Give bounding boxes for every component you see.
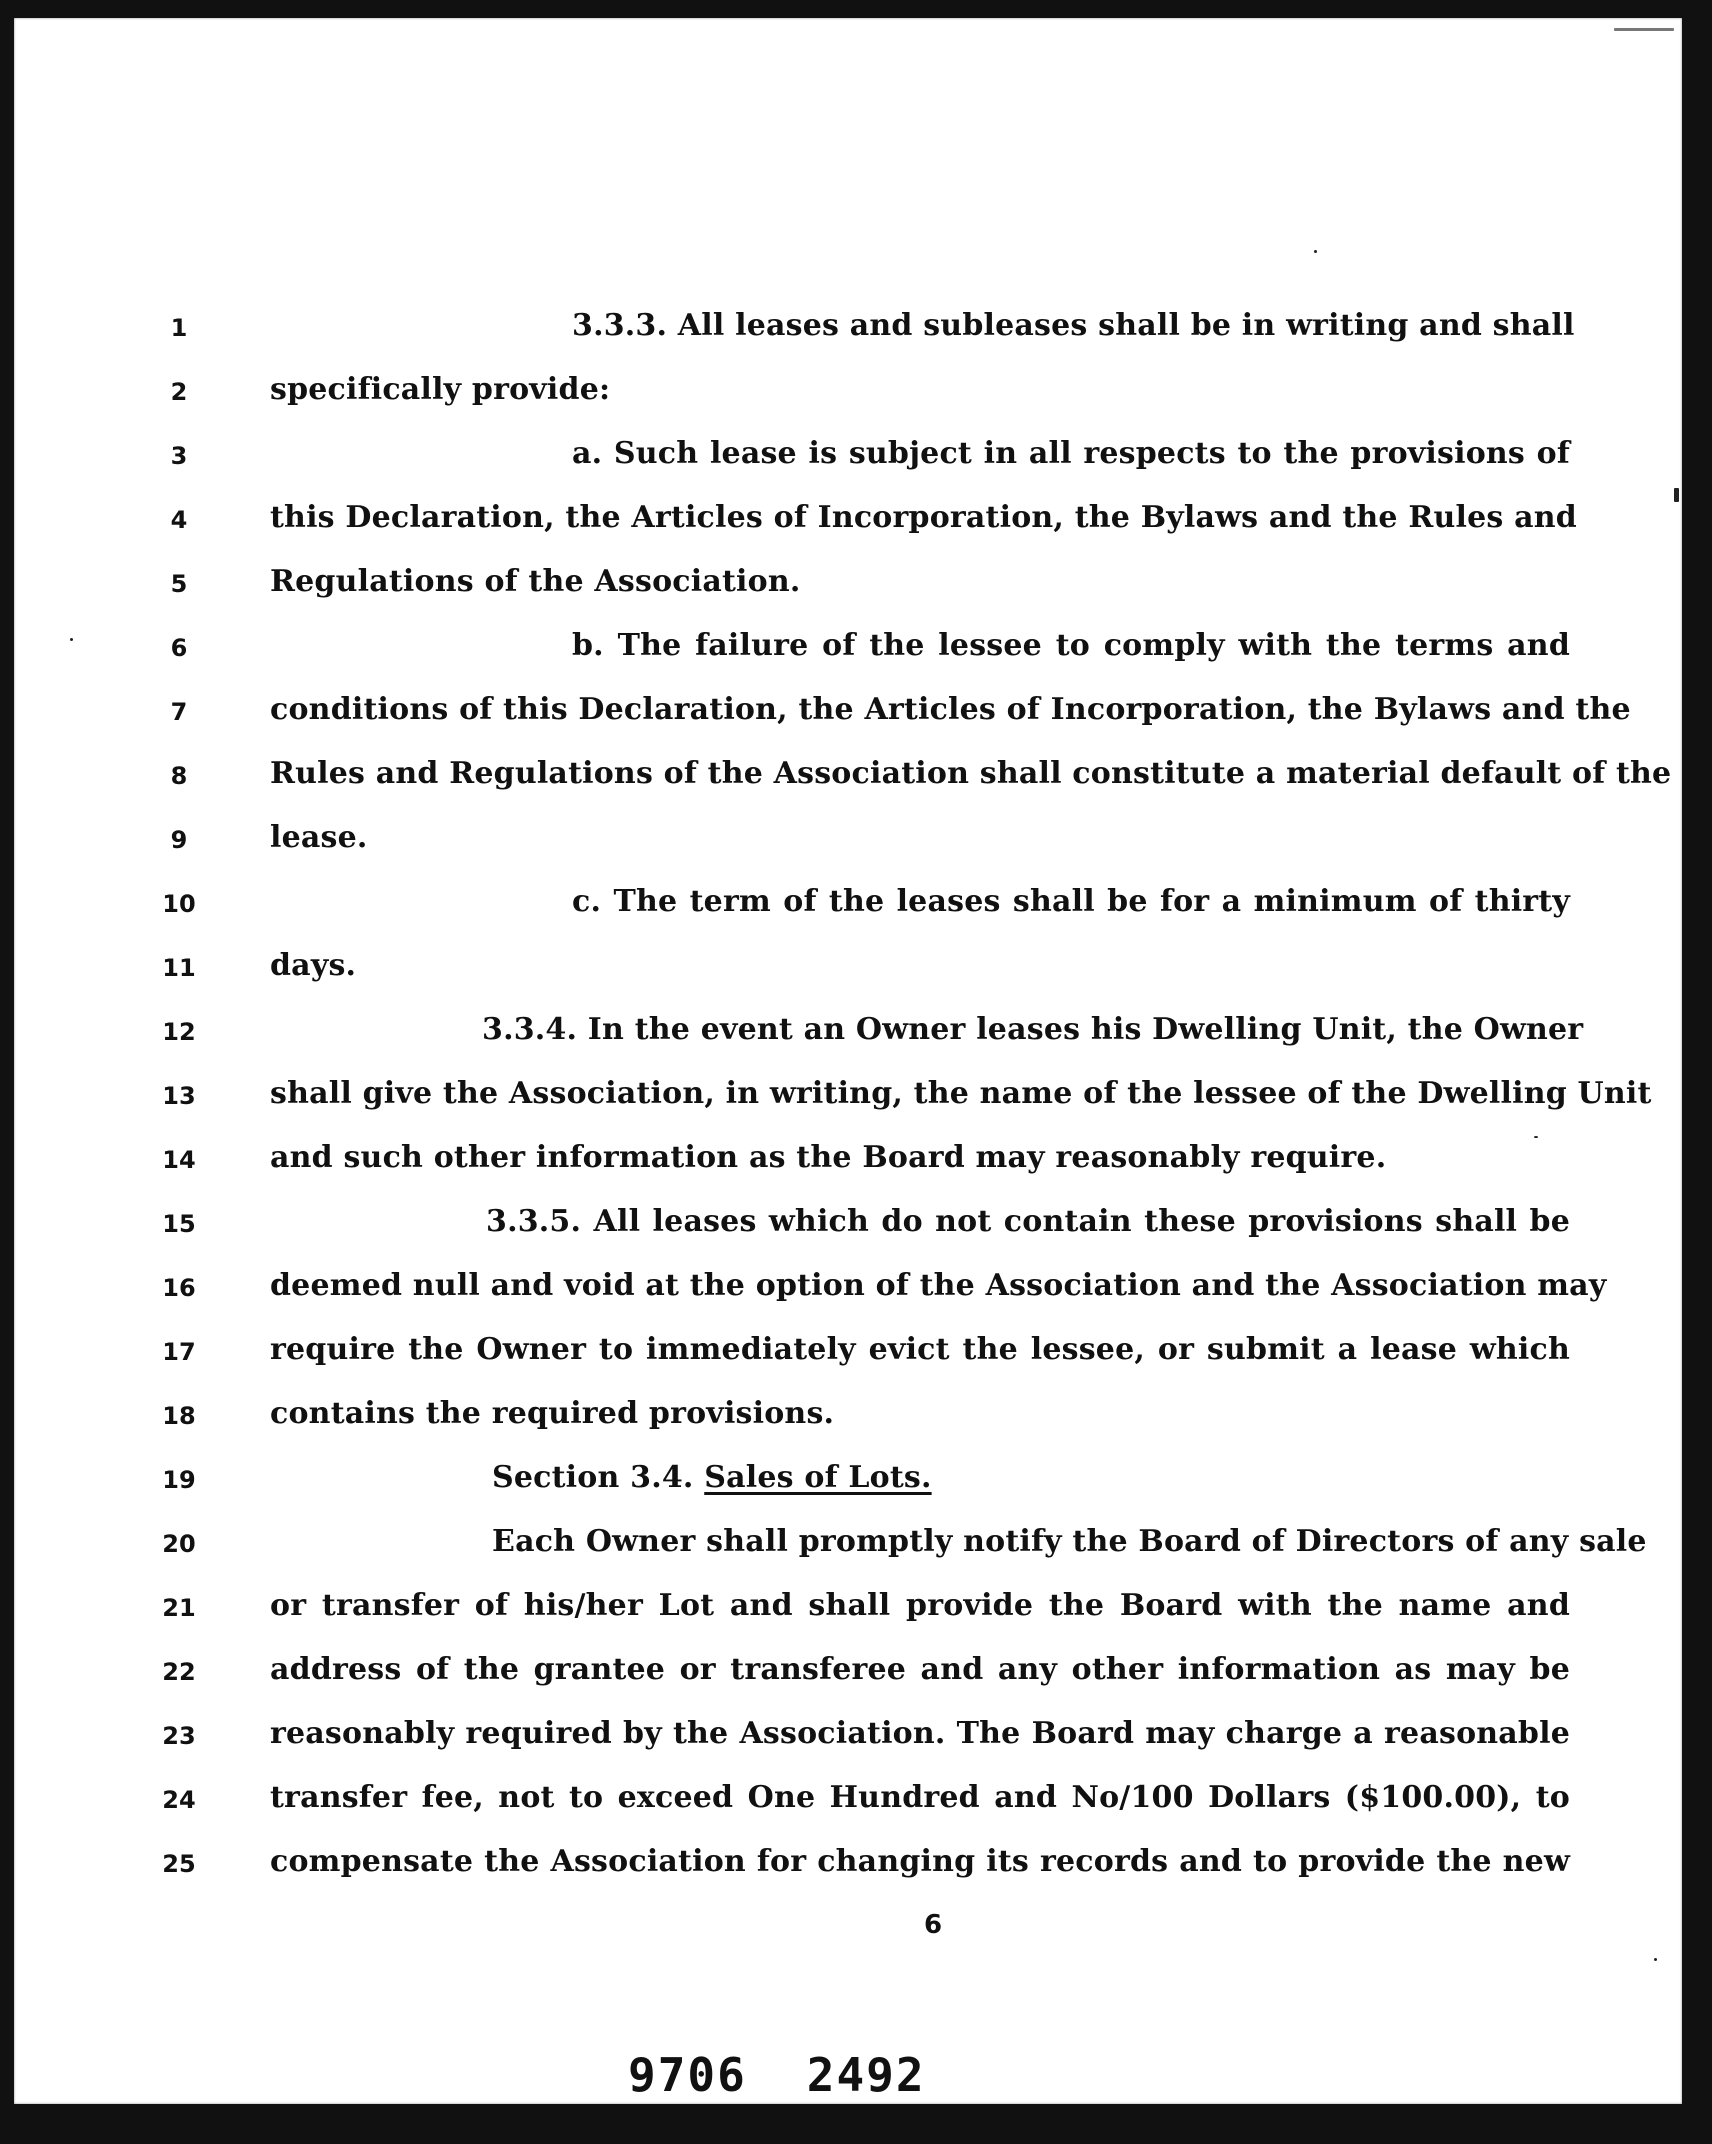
line-text: 3.3.3. All leases and subleases shall be in writing and shall xyxy=(572,308,1575,343)
line-number: 5 xyxy=(170,570,188,598)
line-number: 11 xyxy=(162,954,196,982)
line-number: 2 xyxy=(170,378,188,406)
line-text: a. Such lease is subject in all respects to the provisions of xyxy=(572,436,1570,471)
line-number: 7 xyxy=(170,698,188,726)
document-line xyxy=(14,1586,1682,1634)
line-number: 14 xyxy=(162,1146,196,1174)
line-text: Each Owner shall promptly notify the Board of Directors of any sale xyxy=(492,1524,1647,1559)
line-number: 25 xyxy=(162,1850,196,1878)
line-number: 10 xyxy=(162,890,196,918)
stamp-page: 2492 xyxy=(806,2048,926,2102)
scan-speck xyxy=(1654,1958,1657,1961)
line-text: Regulations of the Association. xyxy=(270,564,801,599)
scan-speck xyxy=(1534,1136,1538,1138)
line-number: 24 xyxy=(162,1786,196,1814)
document-line xyxy=(14,1010,1682,1058)
document-line xyxy=(14,370,1682,418)
line-text: lease. xyxy=(270,820,368,855)
document-line xyxy=(14,1138,1682,1186)
document-sheet xyxy=(14,18,1682,2104)
line-number: 9 xyxy=(170,826,188,854)
line-text: address of the grantee or transferee and any other information as may be xyxy=(270,1652,1570,1687)
line-number: 17 xyxy=(162,1338,196,1366)
line-number: 16 xyxy=(162,1274,196,1302)
page-number: 6 xyxy=(924,1910,943,1940)
line-number: 1 xyxy=(170,314,188,342)
line-number: 15 xyxy=(162,1210,196,1238)
line-text: b. The failure of the lessee to comply with the terms and xyxy=(572,628,1570,663)
scan-speck xyxy=(1314,250,1317,253)
line-text: days. xyxy=(270,948,357,983)
line-text: and such other information as the Board may reasonably require. xyxy=(270,1140,1387,1175)
scan-speck xyxy=(1674,488,1679,502)
line-number: 19 xyxy=(162,1466,196,1494)
line-number: 8 xyxy=(170,762,188,790)
section-heading-underlined: Sales of Lots. xyxy=(704,1460,932,1495)
scan-speck xyxy=(1614,28,1674,31)
line-text: contains the required provisions. xyxy=(270,1396,835,1431)
line-number: 6 xyxy=(170,634,188,662)
line-text: require the Owner to immediately evict the lessee, or submit a lease which xyxy=(270,1332,1570,1367)
line-text: 3.3.4. In the event an Owner leases his Dwelling Unit, the Owner xyxy=(482,1012,1584,1047)
line-text: this Declaration, the Articles of Incorporation, the Bylaws and the Rules and xyxy=(270,500,1577,535)
line-number: 3 xyxy=(170,442,188,470)
document-line xyxy=(14,626,1682,674)
document-line xyxy=(14,946,1682,994)
document-line xyxy=(14,882,1682,930)
document-line xyxy=(14,1522,1682,1570)
document-line xyxy=(14,1202,1682,1250)
document-line xyxy=(14,1650,1682,1698)
document-line xyxy=(14,1458,1682,1506)
line-number: 20 xyxy=(162,1530,196,1558)
document-line xyxy=(14,818,1682,866)
document-line xyxy=(14,306,1682,354)
stamp-book: 9706 xyxy=(628,2048,747,2102)
line-text: c. The term of the leases shall be for a minimum of thirty xyxy=(572,884,1570,919)
line-text: compensate the Association for changing its records and to provide the new xyxy=(270,1844,1570,1879)
line-number: 23 xyxy=(162,1722,196,1750)
recording-stamp xyxy=(628,2048,986,2102)
line-text: 3.3.5. All leases which do not contain these provisions shall be xyxy=(486,1204,1570,1239)
document-line xyxy=(14,1266,1682,1314)
document-line xyxy=(14,1330,1682,1378)
document-line xyxy=(14,1074,1682,1122)
document-line xyxy=(14,1714,1682,1762)
line-text: transfer fee, not to exceed One Hundred and No/100 Dollars ($100.00), to xyxy=(270,1780,1570,1815)
line-text: or transfer of his/her Lot and shall provide the Board with the name and xyxy=(270,1588,1570,1623)
document-line xyxy=(14,498,1682,546)
line-text: shall give the Association, in writing, the name of the lessee of the Dwelling Unit xyxy=(270,1076,1652,1111)
line-number: 4 xyxy=(170,506,188,534)
document-line xyxy=(14,562,1682,610)
scan-speck xyxy=(70,638,73,641)
line-number: 12 xyxy=(162,1018,196,1046)
document-line xyxy=(14,434,1682,482)
line-text: specifically provide: xyxy=(270,372,611,407)
document-line xyxy=(14,1394,1682,1442)
line-number: 22 xyxy=(162,1658,196,1686)
line-text: conditions of this Declaration, the Articles of Incorporation, the Bylaws and the xyxy=(270,692,1631,727)
document-line xyxy=(14,1842,1682,1890)
document-line xyxy=(14,1778,1682,1826)
line-text: Section 3.4. Sales of Lots. xyxy=(492,1460,932,1495)
line-text: deemed null and void at the option of the Association and the Association may xyxy=(270,1268,1607,1303)
line-text: Rules and Regulations of the Association shall constitute a material default of the xyxy=(270,756,1672,791)
line-number: 21 xyxy=(162,1594,196,1622)
document-line xyxy=(14,690,1682,738)
line-number: 13 xyxy=(162,1082,196,1110)
line-text: reasonably required by the Association. The Board may charge a reasonable xyxy=(270,1716,1570,1751)
document-line xyxy=(14,754,1682,802)
line-number: 18 xyxy=(162,1402,196,1430)
